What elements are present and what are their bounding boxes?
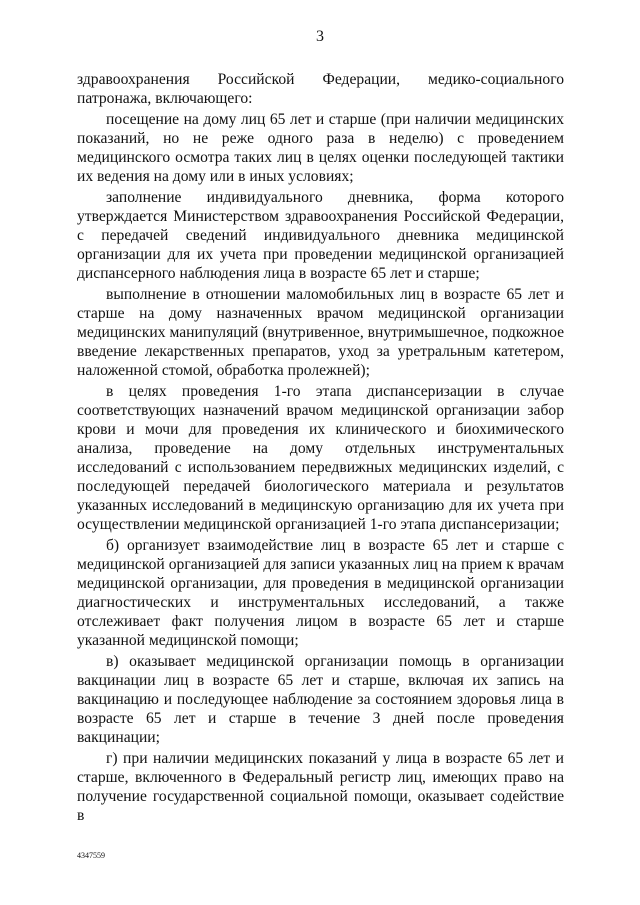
document-body [77,70,564,827]
page-number: 3 [316,28,324,45]
paragraph: в) оказывает медицинской организации помощь в организации вакцинации лиц в возрасте 65 лет и старше, включая их запись на вакцинацию и последующее наблюдение за состоянием здоровья лица в возрасте 65 лет и старше в течение 3 дней после проведения вакцинации; [77,653,564,746]
paragraph: б) организует взаимодействие лиц в возрасте 65 лет и старше с медицинской организацией для записи указанных лиц на прием к врачам медицинской организации, для проведения в медицинской организации диагностических и инструментальных исследований, а также отслеживает факт получения лицом в возрасте 65 лет и старше указанной медицинской помощи; [77,537,564,649]
paragraph: здравоохранения Российской Федерации, медико-социального патронажа, включающего: [77,71,564,107]
paragraph: в целях проведения 1-го этапа диспансеризации в случае соответствующих назначений врачом медицинской организации забор крови и мочи для проведения их клинического и биохимического анализа, проведение на дому отдельных инструментальных исследований с использованием передвижных медицинских изделий, с последующей передачей биологического материала и результатов указанных исследований в медицинскую организацию для их учета при осуществлении медицинской организацией 1-го этапа диспансеризации; [77,383,564,533]
document-code: 4347559 [77,851,105,860]
paragraph: выполнение в отношении маломобильных лиц в возрасте 65 лет и старше на дому назначенных врачом медицинской организации медицинских манипуляций (внутривенное, внутримышечное, подкожное введение лекарственных препаратов, уход за уретральным катетером, наложенной стомой, обработка пролежней); [77,286,564,379]
paragraph: заполнение индивидуального дневника, форма которого утверждается Министерством здравоохранения Российской Федерации, с передачей сведений индивидуального дневника медицинской организации для их учета при проведении медицинской организацией диспансерного наблюдения лица в возрасте 65 лет и старше; [77,189,564,282]
paragraph: г) при наличии медицинских показаний у лица в возрасте 65 лет и старше, включенного в Федеральный регистр лиц, имеющих право на получение государственной социальной помощи, оказывает содействие в [77,750,564,824]
paragraph: посещение на дому лиц 65 лет и старше (при наличии медицинских показаний, но не реже одного раза в неделю) с проведением медицинского осмотра таких лиц в целях оценки последующей тактики их ведения на дому или в иных условиях; [77,111,564,185]
